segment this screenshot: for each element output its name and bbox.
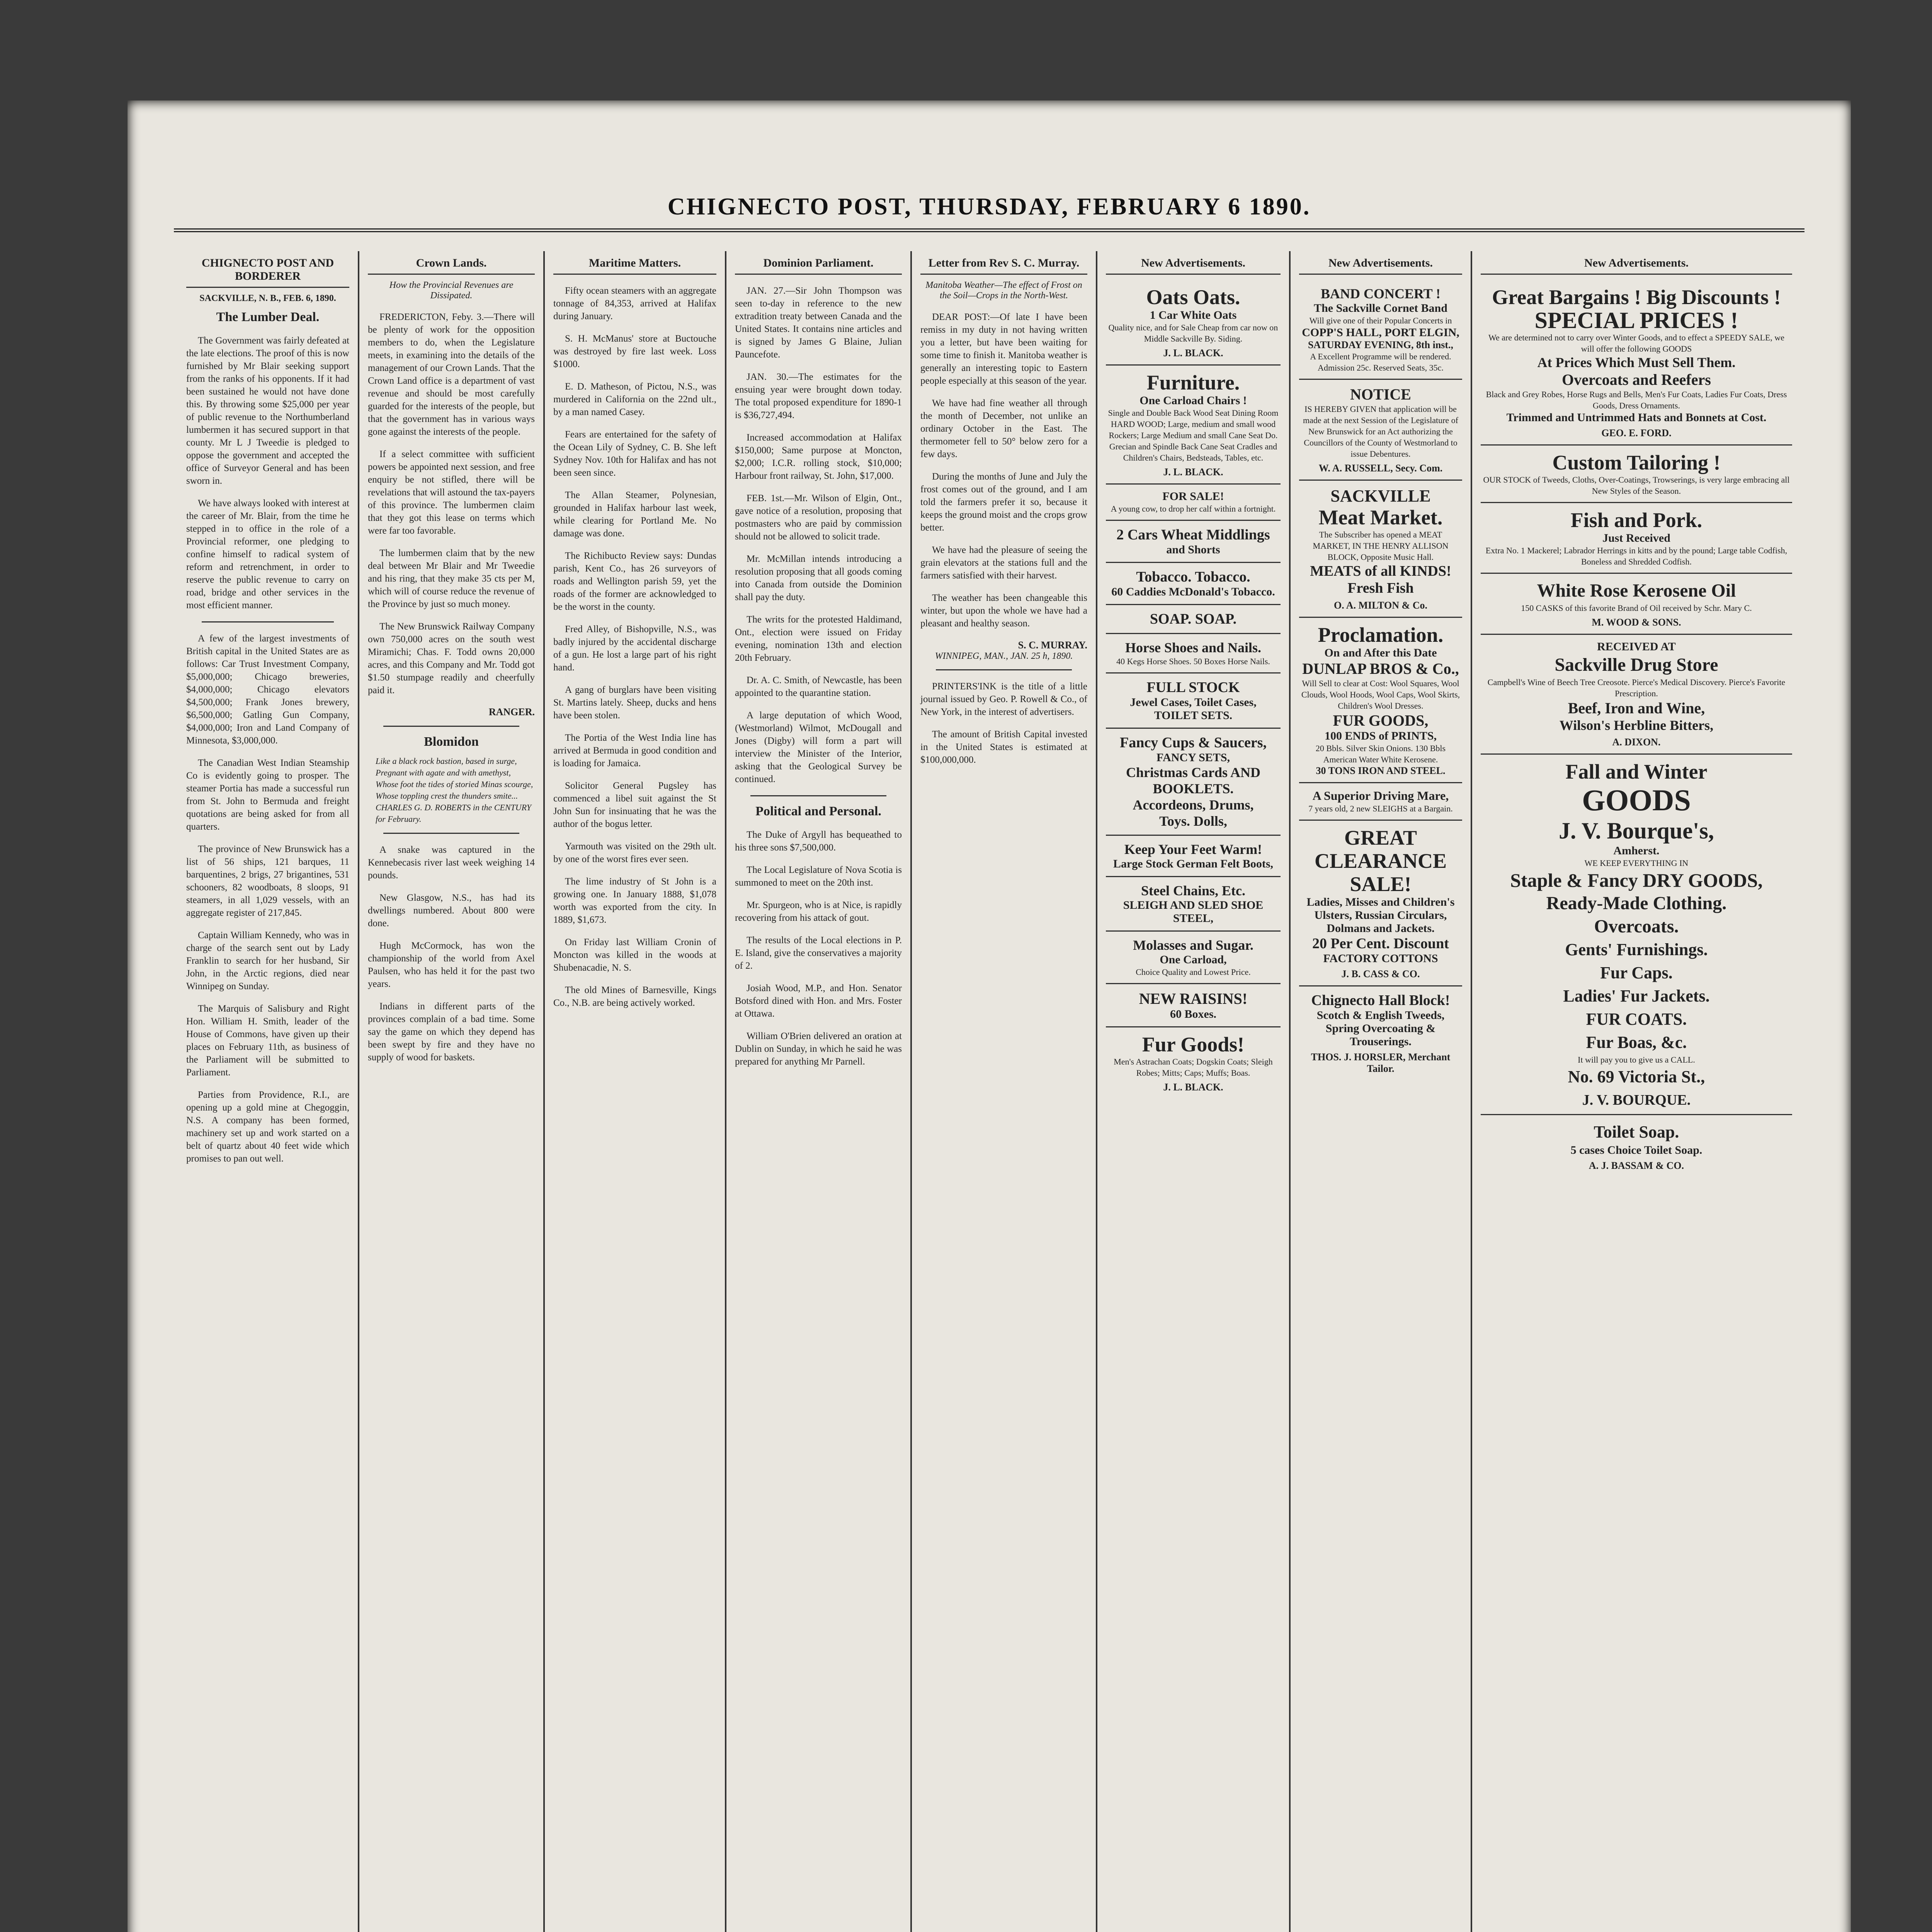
ad-line: One Carload Chairs ! <box>1139 394 1247 407</box>
ad-middlings <box>1106 521 1281 563</box>
ad-signature: GEO. E. FORD. <box>1601 427 1672 439</box>
paragraph: The Marquis of Salisbury and Right Hon. William H. Smith, leader of the House of Commons, have given up their places on February 11th, as business of the Parliament will be submitted to Parliament. <box>186 1003 349 1078</box>
ad-great-bargains <box>1481 280 1792 446</box>
paragraph: The amount of British Capital invested in the United States is estimated at $100,000,000. <box>920 729 1087 765</box>
paragraph: DEAR POST:—Of late I have been remiss in my duty in not having written you a letter, but have been waiting for some time to finish it. Manitoba weather is generally an interesting topic to Eastern people especially at this season of the year. <box>920 312 1087 386</box>
ad-title: White Rose Kerosene Oil <box>1537 580 1736 601</box>
article-headline: The Lumber Deal. <box>216 310 320 324</box>
paragraph: FREDERICTON, Feby. 3.—There will be plenty of work for the opposition members to do, when the Legislature meets, in examining into the details of the management of our Crown Lands. That the Crown Land office is a department of vast revenue and should be most carefully guarded for the interests of the people, but that the government has in various ways gone against the interests of the people. <box>368 312 535 437</box>
ad-text: 20 Bbls. Silver Skin Onions. 130 Bbls American Water White Kerosene. <box>1315 743 1446 764</box>
ad-text: Men's Astrachan Coats; Dogskin Coats; Sleigh Robes; Mitts; Caps; Muffs; Boas. <box>1114 1057 1273 1078</box>
ad-line: Ladies' Fur Jackets. <box>1563 986 1710 1005</box>
ad-title: Fall and Winter <box>1565 760 1708 783</box>
paragraph: The Canadian West Indian Steamship Co is evidently going to prosper. The steamer Portia has made a successful run from St. John to Bermuda and freight quotations are being asked for from all quarters. <box>186 758 349 832</box>
column-title: New Advertisements. <box>1106 251 1281 275</box>
ad-line: J. V. Bourque's, <box>1559 818 1714 844</box>
column-title: Maritime Matters. <box>553 251 716 275</box>
ad-line: Trimmed and Untrimmed Hats and Bonnets at Cost. <box>1506 411 1767 424</box>
ad-band-concert <box>1299 280 1462 380</box>
ad-molasses <box>1106 932 1281 984</box>
ad-line: FACTORY COTTONS <box>1323 952 1438 965</box>
ad-line: Overcoats. <box>1594 916 1679 937</box>
ad-line: Amherst. <box>1613 844 1660 857</box>
ad-line: Jewel Cases, Toilet Cases, <box>1130 696 1257 709</box>
ad-toilet-soap <box>1481 1115 1792 1177</box>
ad-tobacco <box>1106 563 1281 605</box>
ad-signature: J. V. BOURQUE. <box>1582 1092 1691 1108</box>
ad-title: NOTICE <box>1350 386 1411 403</box>
columns <box>178 251 1801 1932</box>
paragraph: Dr. A. C. Smith, of Newcastle, has been appointed to the quarantine station. <box>735 675 902 698</box>
ad-title: Tobacco. Tobacco. <box>1136 569 1250 585</box>
ad-line: Staple & Fancy DRY GOODS, <box>1510 869 1763 891</box>
ad-custom-tailoring <box>1481 446 1792 503</box>
paragraph: The lumbermen claim that by the new deal between Mr Blair and Mr Tweedie and his ring, that they make 35 cts per M, which will of course reduce the revenue of the Province by just so much money. <box>368 548 535 609</box>
ad-text: We are determined not to carry over Winter Goods, and to effect a SPEEDY SALE, we will offer the following GOODS <box>1488 333 1785 354</box>
place-date: WINNIPEG, MAN., JAN. 25 h, 1890. <box>935 651 1073 661</box>
paragraph: Solicitor General Pugsley has commenced a libel suit against the St John Sun for insinuating that he was the author of the bogus letter. <box>553 781 716 829</box>
ad-title: BAND CONCERT ! <box>1320 286 1441 301</box>
ad-text: A young cow, to drop her calf within a fortnight. <box>1111 504 1276 514</box>
paragraph: The Richibucto Review says: Dundas parish, Kent Co., has 26 surveyors of roads and Wellington parish 59, yet the roads of the former are acknowledged to be the worst in the county. <box>553 551 716 612</box>
divider <box>383 833 519 834</box>
ad-line: MEATS of all KINDS! <box>1310 563 1451 579</box>
paragraph: Captain William Kennedy, who was in charge of the search sent out by Lady Franklin to search for her husband, Sir John, in the Arctic regions, died near Winnipeg on Sunday. <box>186 930 349 992</box>
ad-title: Molasses and Sugar. <box>1133 937 1253 953</box>
masthead-text: CHIGNECTO POST, THURSDAY, FEBRUARY 6 1890. <box>667 194 1311 220</box>
paragraph: William O'Brien delivered an oration at Dublin on Sunday, in which he said he was prepared for anything Mr Parnell. <box>735 1031 902 1067</box>
ad-signature: J. B. CASS & CO. <box>1341 968 1420 980</box>
ad-line: Accordeons, Drums, <box>1133 797 1254 813</box>
ad-proclamation <box>1299 618 1462 783</box>
ad-line: Ready-Made Clothing. <box>1546 893 1727 913</box>
ad-text: Extra No. 1 Mackerel; Labrador Herrings in kitts and by the pound; Large table Codfish, Boneless and Shredded Codfish. <box>1485 546 1787 566</box>
paragraph: S. H. McManus' store at Buctouche was destroyed by fire last week. Loss $1000. <box>553 333 716 369</box>
ad-drug-store <box>1481 635 1792 755</box>
ad-title: Fish and Pork. <box>1570 509 1702 532</box>
ad-signature: THOS. J. HORSLER, Merchant Tailor. <box>1311 1051 1451 1074</box>
paragraph: The Portia of the West India line has arrived at Bermuda in good condition and is loading for Jamaica. <box>553 733 716 769</box>
paragraph: The New Brunswick Railway Company own 750,000 acres on the south west Miramichi; Chas. F. Todd owns 20,000 acres, and this Company and Mr. Todd got $1.50 stumpage readily and cheerfully paid it. <box>368 621 535 696</box>
ad-line: FUR COATS. <box>1586 1010 1687 1029</box>
paragraph: During the months of June and July the frost comes out of the ground, and I am told the farmers prefer it so, because it keeps the ground moist and the crops grow better. <box>920 471 1087 533</box>
ad-oats <box>1106 280 1281 366</box>
section-title: Political and Personal. <box>755 804 881 818</box>
ad-line: No. 69 Victoria St., <box>1568 1067 1705 1086</box>
ad-line: FANCY SETS, <box>1156 751 1230 764</box>
paragraph: Fears are entertained for the safety of the Ocean Lily of Sydney, C. B. She left Sydney Nov. 10th for Halifax and has not been seen since. <box>553 429 716 478</box>
ad-signature: J. L. BLACK. <box>1163 466 1223 478</box>
ad-title: A Superior Driving Mare, <box>1312 789 1449 803</box>
ad-text: Single and Double Back Wood Seat Dining Room HARD WOOD; Large, medium and small wood Rockers; Large Medium and small Cane Seat Do. Grecian and Spindle Back Cane Seat Cradles and Children's Chairs, Bedsteads, Tables, etc. <box>1108 408 1279 463</box>
ad-line: On and After this Date <box>1324 646 1437 659</box>
ad-signature: O. A. MILTON & Co. <box>1334 600 1427 611</box>
ad-line: Ulsters, Russian Circulars, Dolmans and Jackets. <box>1314 909 1447 935</box>
paragraph: Mr. Spurgeon, who is at Nice, is rapidly recovering from his attack of gout. <box>735 900 902 923</box>
ad-line: The Sackville Cornet Band <box>1314 302 1447 315</box>
paragraph: Fifty ocean steamers with an aggregate tonnage of 84,353, arrived at Halifax during January. <box>553 286 716 321</box>
ad-text: Campbell's Wine of Beech Tree Creosote. Pierce's Medical Discovery. Pierce's Favorite Prescription. <box>1487 677 1786 698</box>
ad-line: Sackville Drug Store <box>1554 655 1718 675</box>
ad-signature: A. J. BASSAM & CO. <box>1588 1160 1684 1171</box>
ad-text: OUR STOCK of Tweeds, Cloths, Over-Coatings, Trowserings, is very large embracing all New Styles of the Season. <box>1483 475 1790 496</box>
paragraph: A few of the largest investments of British capital in the United States are as follows: Car Trust Investment Company, $5,000,000; Chicago breweries, $4,000,000; Chicago elevators $4,500,000; Frank Jones brewery, $6,500,000; Gatling Gun Company, $4,000,000; Iron and Land Company of Minnesota, $3,000,000. <box>186 633 349 746</box>
ad-line: Scotch & English Tweeds, <box>1316 1009 1445 1022</box>
paragraph: Parties from Providence, R.I., are opening up a gold mine at Chegoggin, N.S. A company has been formed, machinery set up and work started on a belt of quartz about 40 feet wide which promises to pan out well. <box>186 1090 349 1164</box>
ad-title: Custom Tailoring ! <box>1552 451 1721 474</box>
column-title: Dominion Parliament. <box>735 251 902 275</box>
paragraph: FEB. 1st.—Mr. Wilson of Elgin, Ont., gave notice of a resolution, proposing that postmasters who are paid by commission should not be allowed to solicit trade. <box>735 493 902 542</box>
ad-title: Proclamation. <box>1318 623 1444 646</box>
paragraph: The old Mines of Barnesville, Kings Co., N.B. are being actively worked. <box>553 985 716 1008</box>
subtitle: Manitoba Weather—The effect of Frost on the Soil—Crops in the North-West. <box>925 280 1082 301</box>
ad-fish-pork <box>1481 503 1792 574</box>
ad-driving-mare <box>1299 783 1462 821</box>
ad-text: Will Sell to clear at Cost: Wool Squares, Wool Clouds, Wool Hoods, Wool Caps, Wool Skirts, Children's Wool Dresses. <box>1301 679 1460 711</box>
ad-text: IS HEREBY GIVEN that application will be made at the next Session of the Legislature of New Brunswick for an Act authorizing the Councillors of the County of Westmorland to issue Debentures. <box>1303 404 1458 459</box>
ad-title: Horse Shoes and Nails. <box>1125 640 1262 655</box>
ad-line: Beef, Iron and Wine, <box>1568 699 1705 717</box>
ad-fancy-cups <box>1106 729 1281 836</box>
paragraph: Increased accommodation at Halifax $150,000; Same purpose at Moncton, $2,000; I.C.R. rolling stock, $10,000; Harbour front railway, St. John, $17,000. <box>735 432 902 481</box>
column-letter <box>912 251 1097 1932</box>
ad-line: 1 Car White Oats <box>1150 309 1237 321</box>
poem-text: Like a black rock bastion, based in surge, Pregnant with agate and with amethyst, Whose foot the tides of storied Minas scourge, Whose toppling crest the thunders smite... CHARLES G. D. ROBERTS in the CENTURY for February. <box>376 756 533 824</box>
ad-steel-chains <box>1106 877 1281 932</box>
paragraph: On Friday last William Cronin of Moncton was killed in the woods at Shubenacadie, N. S. <box>553 937 716 973</box>
ad-text: Choice Quality and Lowest Price. <box>1136 967 1251 977</box>
ad-title: RECEIVED AT <box>1597 640 1676 653</box>
ad-title: FOR SALE! <box>1162 490 1224 503</box>
column-editorial <box>178 251 359 1932</box>
paragraph: Yarmouth was visited on the 29th ult. by one of the worst fires ever seen. <box>553 841 716 864</box>
ad-clearance-sale <box>1299 821 1462 986</box>
ad-line: One Carload, <box>1160 953 1227 966</box>
ad-title: Great Bargains ! Big Discounts ! <box>1492 286 1781 309</box>
ad-signature: J. L. BLACK. <box>1163 347 1223 359</box>
paragraph: The writs for the protested Haldimand, Ont., election were issued on Friday evening, nomination 13th and election 20th February. <box>735 614 902 663</box>
paragraph: We have had the pleasure of seeing the grain elevators at the stations full and the farmers satisfied with their harvest. <box>920 545 1087 581</box>
paragraph: The Allan Steamer, Polynesian, grounded in Halifax harbour last week, while clearing for Portland Me. No damage was done. <box>553 490 716 539</box>
ad-line: Toys. Dolls, <box>1159 813 1227 829</box>
ad-text: Black and Grey Robes, Horse Rugs and Bells, Men's Fur Coats, Ladies Fur Coats, Dress Goods, Dress Ornaments. <box>1486 389 1787 410</box>
ad-line: Fresh Fish <box>1347 580 1414 596</box>
ad-line: Large Stock German Felt Boots, <box>1113 857 1274 870</box>
paragraph: A snake was captured in the Kennebecasis river last week weighing 14 pounds. <box>368 845 535 881</box>
ad-full-stock <box>1106 673 1281 729</box>
newspaper-page <box>128 100 1851 1932</box>
ad-line: Gents' Furnishings. <box>1565 940 1708 959</box>
ad-title: SOAP. SOAP. <box>1150 611 1237 627</box>
paragraph: A large deputation of which Wood, (Westmorland) Wilmot, McDougall and Jones (Digby) will form a part will interview the Minister of the Interior, asking that the Geological Survey be continued. <box>735 710 902 784</box>
ad-line: DUNLAP BROS & Co., <box>1302 660 1459 677</box>
column-ads-concert <box>1291 251 1472 1932</box>
ad-feet-warm <box>1106 836 1281 877</box>
paragraph: The Government was fairly defeated at the late elections. The proof of this is now furnished by Mr Blair seeking support from the ranks of his opponents. If it had been sustained he would not have done this. By throwing some $25,000 per year of public revenue to the Northumberland lumbermen it has secured support in that county. Mr L J Tweedie is pledged to oppose the government and accepted the office of Surveyor General and has been sworn in. <box>186 335 349 486</box>
ad-line: 60 Caddies McDonald's Tobacco. <box>1111 585 1275 598</box>
ad-line: Spring Overcoating & Trouserings. <box>1325 1022 1436 1048</box>
paragraph: Josiah Wood, M.P., and Hon. Senator Botsford dined with Hon. and Mrs. Foster at Ottawa. <box>735 983 902 1019</box>
column-dominion-parliament <box>726 251 912 1932</box>
ad-line: Christmas Cards AND BOOKLETS. <box>1126 765 1260 796</box>
ad-signature: W. A. RUSSELL, Secy. Com. <box>1318 463 1443 474</box>
column-title: Letter from Rev S. C. Murray. <box>920 251 1087 275</box>
ad-chignecto-hall <box>1299 986 1462 1080</box>
ad-fur-goods <box>1106 1027 1281 1099</box>
ad-line: 20 Per Cent. Discount <box>1312 935 1449 952</box>
paragraph: The lime industry of St John is a growing one. In January 1888, $1,078 worth was exported from the city. In 1889, $1,673. <box>553 876 716 925</box>
ad-line: 100 ENDS of PRINTS, <box>1324 730 1437 742</box>
paragraph: The province of New Brunswick has a list of 56 ships, 121 barques, 11 barquentines, 2 brigs, 27 brigantines, 531 schooners, 82 woodboats, 8 sloops, 91 steamers, in all 1,029 vessels, with an aggregate register of 217,845. <box>186 844 349 918</box>
ad-title: GREAT CLEARANCE SALE! <box>1314 826 1447 896</box>
paragraph: PRINTERS'INK is the title of a little journal issued by Geo. P. Rowell & Co., of New York, in the interest of advertisers. <box>920 681 1087 717</box>
ad-line: Meat Market. <box>1318 506 1443 529</box>
ad-title: NEW RAISINS! <box>1139 990 1248 1007</box>
paragraph: Mr. McMillan intends introducing a resolution proposing that all goods coming into Canada from outside the Dominion shall pay the duty. <box>735 554 902 602</box>
ad-line: COPP'S HALL, PORT ELGIN, <box>1302 326 1459 339</box>
ad-title: Fancy Cups & Saucers, <box>1119 735 1267 751</box>
column-ads-black <box>1097 251 1291 1932</box>
paragraph: JAN. 30.—The estimates for the ensuing year were brought down today. The total proposed expenditure for 1890-1 is $36,727,494. <box>735 372 902 420</box>
subtitle: How the Provincial Revenues are Dissipated. <box>389 280 514 301</box>
ad-text: The Subscriber has opened a MEAT MARKET, IN THE HENRY ALLISON BLOCK, Opposite Music Hall. <box>1313 530 1449 562</box>
signature: S. C. MURRAY. <box>1018 639 1087 651</box>
ad-kerosene <box>1481 574 1792 635</box>
ad-text: 7 years old, 2 new SLEIGHS at a Bargain. <box>1308 804 1453 813</box>
column-title: New Advertisements. <box>1481 251 1792 275</box>
divider <box>202 621 334 622</box>
paragraph: Indians in different parts of the provinces complain of a bad time. Some say the game on which they depend has been swept by fire and they have no supply of wood for baskets. <box>368 1001 535 1063</box>
poem-title: Blomidon <box>424 735 479 749</box>
paragraph: E. D. Matheson, of Pictou, N.S., was murdered in California on the 22nd ult., by a man named Casey. <box>553 381 716 417</box>
paragraph: The weather has been changeable this winter, but upon the whole we have had a pleasant and healthy season. <box>920 593 1087 629</box>
ad-line: SLEIGH AND SLED SHOE STEEL, <box>1123 899 1264 925</box>
ad-title: FULL STOCK <box>1146 679 1240 696</box>
ad-soap <box>1106 605 1281 634</box>
ad-signature: M. WOOD & SONS. <box>1592 617 1681 628</box>
paragraph: Fred Alley, of Bishopville, N.S., was badly injured by the accidental discharge of a gun. He lost a large part of his right hand. <box>553 624 716 673</box>
ad-text: 150 CASKS of this favorite Brand of Oil received by Schr. Mary C. <box>1521 603 1752 613</box>
ad-line: Fur Boas, &c. <box>1586 1033 1687 1052</box>
dateline: SACKVILLE, N. B., FEB. 6, 1890. <box>199 293 336 303</box>
column-title: New Advertisements. <box>1299 251 1462 275</box>
ad-text: Quality nice, and for Sale Cheap from car now on Middle Sackville By. Siding. <box>1108 323 1278 344</box>
ad-title: 2 Cars Wheat Middlings <box>1116 527 1270 543</box>
column-ads-ford <box>1472 251 1801 1932</box>
column-title: Crown Lands. <box>368 251 535 275</box>
ad-line: GOODS <box>1582 783 1691 817</box>
column-maritime-matters <box>545 251 726 1932</box>
ad-line: 40 Kegs Horse Shoes. 50 Boxes Horse Nails. <box>1116 656 1270 666</box>
ad-line: 30 TONS IRON AND STEEL. <box>1316 765 1446 776</box>
ad-title: Furniture. <box>1146 371 1240 394</box>
divider <box>750 795 886 796</box>
ad-signature: J. L. BLACK. <box>1163 1082 1223 1093</box>
paragraph: New Glasgow, N.S., has had its dwellings numbered. About 800 were done. <box>368 893 535 929</box>
paragraph: JAN. 27.—Sir John Thompson was seen to-day in reference to the new extradition treaty between Canada and the United States. It contains nine articles and is signed by James G Blaine, Julian Pauncefote. <box>735 286 902 360</box>
ad-line: SATURDAY EVENING, 8th inst., <box>1308 339 1454 350</box>
ad-text: A Excellent Programme will be rendered. Admission 25c. Reserved Seats, 35c. <box>1310 352 1451 372</box>
ad-text: It will pay you to give us a CALL. <box>1578 1055 1695 1065</box>
ad-title: Steel Chains, Etc. <box>1141 883 1245 898</box>
ad-text: Will give one of their Popular Concerts in <box>1309 316 1452 325</box>
ad-title: Keep Your Feet Warm! <box>1124 842 1262 857</box>
paragraph: We have had fine weather all through the month of December, not unlike an ordinary October in the East. The thermometer fell to 50° below zero for a few days. <box>920 398 1087 459</box>
ad-line: Fur Caps. <box>1600 963 1673 982</box>
column-crown-lands <box>359 251 545 1932</box>
paragraph: A gang of burglars have been visiting St. Martins lately. Sheep, ducks and hens have been stolen. <box>553 685 716 721</box>
ad-title: Toilet Soap. <box>1594 1122 1679 1141</box>
ad-title: Fur Goods! <box>1142 1033 1245 1056</box>
ad-furniture <box>1106 366 1281 485</box>
ad-signature: A. DIXON. <box>1612 736 1661 748</box>
ad-line: TOILET SETS. <box>1154 709 1233 722</box>
ad-line: Ladies, Misses and Children's <box>1306 896 1455 908</box>
ad-title: Chignecto Hall Block! <box>1311 992 1450 1009</box>
ad-notice <box>1299 380 1462 481</box>
ad-line: Overcoats and Reefers <box>1562 371 1711 388</box>
ad-line: FUR GOODS, <box>1333 712 1429 729</box>
masthead <box>174 193 1804 232</box>
ad-line: Just Received <box>1602 532 1670 544</box>
paragraph: If a select committee with sufficient powers be appointed next session, and free enquiry be not stifled, there will be revelations that will astound the tax-payers of this province. The lumbermen claim that they got this lease on terms which were far too favorable. <box>368 449 535 536</box>
ad-title: Oats Oats. <box>1146 286 1240 309</box>
ad-line: Wilson's Herbline Bitters, <box>1559 718 1714 733</box>
ad-bourque <box>1481 755 1792 1115</box>
paragraph: Hugh McCormock, has won the championship of the world from Axel Paulsen, who has held it for the past two years. <box>368 940 535 989</box>
signature: RANGER. <box>488 706 535 718</box>
ad-line: At Prices Which Must Sell Them. <box>1537 355 1736 370</box>
paragraph: The Duke of Argyll has bequeathed to his three sons $7,500,000. <box>735 830 902 853</box>
ad-text: WE KEEP EVERYTHING IN <box>1584 858 1689 868</box>
column-title: CHIGNECTO POST AND BORDERER <box>186 251 349 288</box>
ad-for-sale <box>1106 485 1281 521</box>
ad-line: and Shorts <box>1166 543 1220 556</box>
ad-raisins <box>1106 984 1281 1027</box>
paragraph: The Local Legislature of Nova Scotia is summoned to meet on the 20th inst. <box>735 865 902 888</box>
divider <box>936 669 1072 670</box>
paragraph: The results of the Local elections in P. E. Island, give the conservatives a majority of 2. <box>735 935 902 971</box>
ad-line: 60 Boxes. <box>1170 1008 1216 1020</box>
ad-horse-shoes <box>1106 634 1281 673</box>
ad-line: SPECIAL PRICES ! <box>1534 308 1738 333</box>
paragraph: We have always looked with interest at the career of Mr. Blair, from the time he stepped in to office in the role of a Provincial reformer, one pledging to confine himself to radical system of reform and retrenchment, in order to reserve the public revenue to carry on road, bridge and other services in the most efficient manner. <box>186 498 349 611</box>
divider <box>383 726 519 727</box>
ad-title: SACKVILLE <box>1330 486 1431 505</box>
ad-meat-market <box>1299 481 1462 618</box>
ad-line: 5 cases Choice Toilet Soap. <box>1570 1144 1702 1156</box>
